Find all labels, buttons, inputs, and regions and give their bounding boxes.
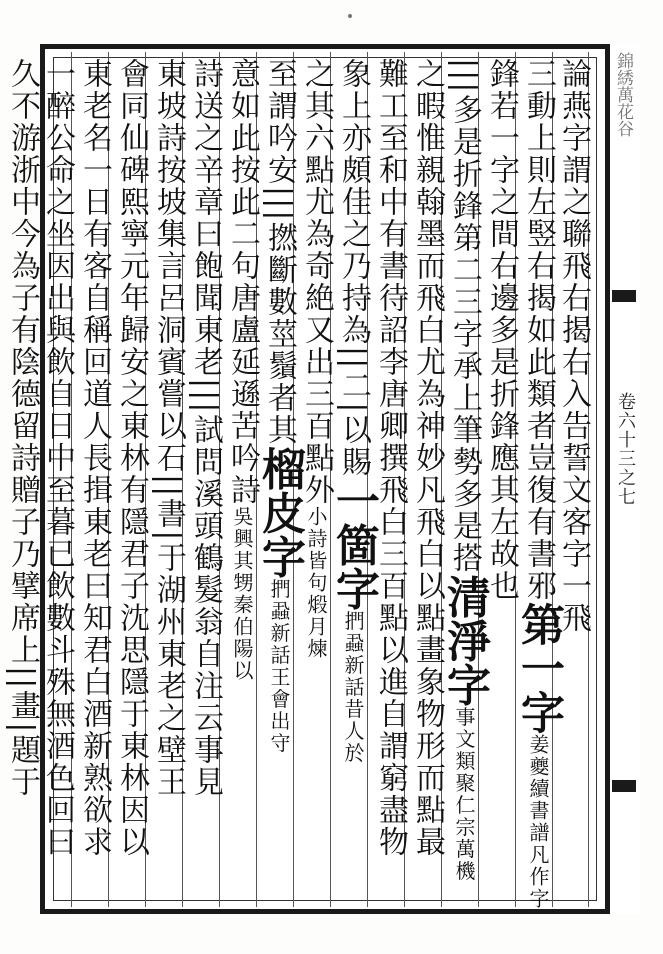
heading-note: 姜夔續書譜凡作字 bbox=[526, 734, 550, 910]
column-text: |||多是折鋒第二三字承上筆勢多是搭 bbox=[447, 58, 482, 575]
column-text: 象上亦頗佳之乃持為||二|以賜 bbox=[336, 58, 371, 479]
volume-label: 卷六十三之七 bbox=[615, 392, 636, 506]
heading-note: 吳興其甥秦伯陽以 bbox=[230, 506, 254, 682]
column-text: 一醉公命之坐因出與飲自日中至暮已飲數斗殊無酒色回曰 bbox=[40, 58, 75, 858]
heading-note: 捫蝨新話昔人於 bbox=[341, 610, 365, 765]
column-text: 之暇惟親翰墨而飛白尤為神妙凡飛白以點畫象物形而點最 bbox=[410, 58, 445, 858]
heading-note: 事文類聚仁宗萬機 bbox=[452, 706, 476, 883]
column-text: 三動上則左竪右揭如此類者豈復有書邪 bbox=[521, 58, 556, 602]
column-text: 論燕字謂之聯飛右揭右入告誓文客字一飛 bbox=[556, 58, 591, 634]
column-text: 難工至和中有書待詔李唐卿撰飛白三百點以進自謂窮盡物 bbox=[373, 58, 408, 858]
column-text: 鋒若一字之間右邊多是折鋒應其左故也 bbox=[484, 58, 519, 602]
heading-note: 捫蝨新話王會出守 bbox=[267, 578, 291, 755]
column-text: 意如此按此二句唐盧延遜苦吟詩 bbox=[225, 58, 260, 506]
column-text: 久不游浙中今為子有陰德留詩贈子乃擘席上||畫|題于 bbox=[5, 58, 40, 799]
column-text: 至謂吟安|||撚斷數莖鬚者其 bbox=[262, 58, 297, 447]
column-text: 會同仙碑熙寧元年歸安之東林有隱君子沈思隱于東林因以 bbox=[114, 58, 149, 858]
text-column bbox=[0, 58, 44, 908]
heading-note: 小詩皆句煅月煉 bbox=[304, 506, 328, 660]
margin-band-top bbox=[612, 290, 636, 302]
heading-first-char: 第一字 bbox=[513, 602, 564, 734]
column-text: 東坡詩按坡集言呂洞賓嘗以石||書|于湖州東老之壁王 bbox=[151, 58, 186, 799]
heading-clean-char: 清淨字 bbox=[439, 574, 490, 707]
page-speck bbox=[348, 14, 352, 18]
heading-one-char: 一箇字 bbox=[328, 478, 379, 611]
margin-band-bottom bbox=[612, 780, 636, 792]
column-text: 詩送之辛章曰飽聞東老|||試問溪頭鶴髮翁自注云事見 bbox=[188, 58, 223, 799]
heading-liu-char: 榴皮字 bbox=[254, 446, 305, 579]
column-text: 之其六點尤為奇絶又出三百點外 bbox=[299, 58, 334, 506]
column-text: 東老名一日有客自稱回道人長揖東老曰知君白酒新熟欲求 bbox=[77, 58, 112, 858]
book-title-label: 錦綉萬花谷 bbox=[613, 52, 633, 137]
